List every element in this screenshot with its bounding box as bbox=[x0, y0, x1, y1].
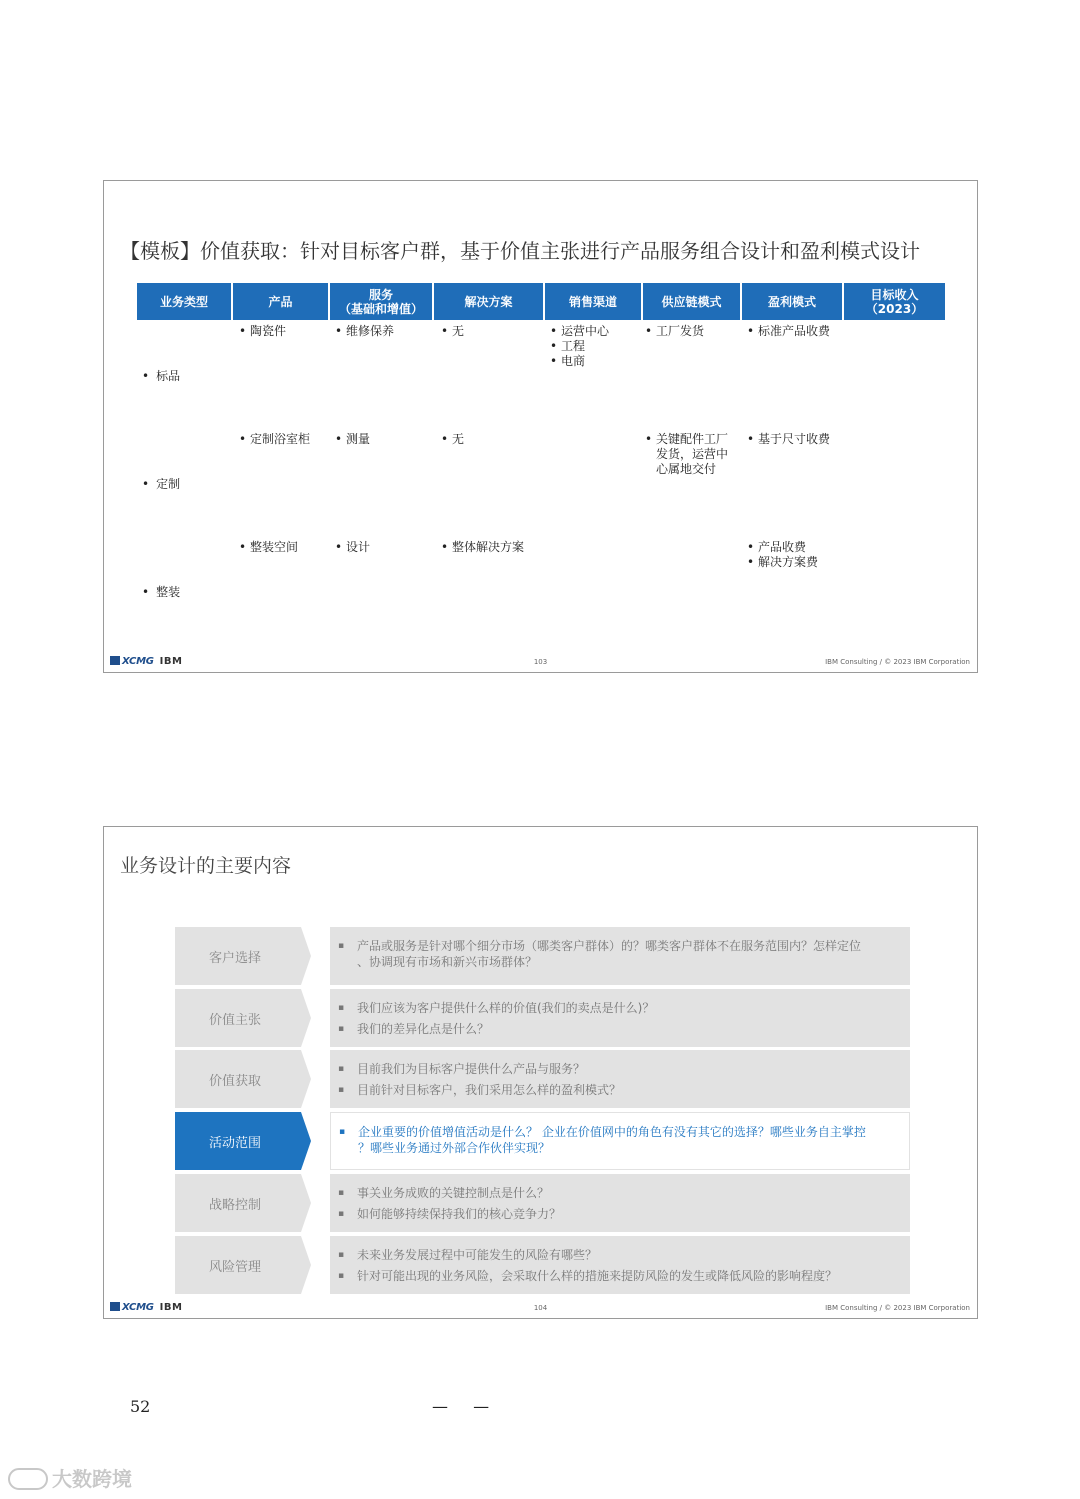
item-label-value-proposition: 价值主张 bbox=[175, 989, 301, 1047]
watermark-logo-icon bbox=[8, 1468, 48, 1490]
cell-service: • 设计 bbox=[333, 540, 370, 555]
header-business-type: 业务类型 bbox=[137, 283, 233, 320]
watermark: 大数跨境 bbox=[8, 1463, 132, 1492]
document-page-number: 52 bbox=[130, 1397, 151, 1416]
header-supply: 供应链模式 bbox=[643, 283, 742, 320]
cell-service: • 维修保养 bbox=[333, 324, 394, 339]
item-description: ▪ 未来业务发展过程中可能发生的风险有哪些？ ▪ 针对可能出现的业务风险，会采取什么样的措施来提防风险的发生或降低风险的影响程度？ bbox=[330, 1236, 910, 1294]
cell-product: • 定制浴室柜 bbox=[237, 432, 310, 447]
cell-solution: • 无 bbox=[439, 432, 464, 447]
cell-solution: • 无 bbox=[439, 324, 464, 339]
slide-page-number: 104 bbox=[533, 1304, 548, 1312]
xcmg-logo: XCMG IBM bbox=[110, 1302, 182, 1313]
slide-footer bbox=[104, 1302, 977, 1316]
cell-profit: • 标准产品收费 bbox=[745, 324, 830, 339]
cell-profit: • 产品收费 • 解决方案费 bbox=[745, 540, 818, 570]
xcmg-logo: XCMG IBM bbox=[110, 656, 182, 667]
table-header bbox=[137, 283, 945, 320]
header-target-revenue: 目标收入 （2023） bbox=[844, 283, 945, 320]
header-channel: 销售渠道 bbox=[545, 283, 643, 320]
slide-title: 【模板】价值获取：针对目标客户群，基于价值主张进行产品服务组合设计和盈利模式设计 bbox=[120, 239, 920, 263]
cell-supply: • 关键配件工厂发货，运营中心属地交付 bbox=[643, 432, 737, 477]
slide-page-number: 103 bbox=[533, 658, 548, 666]
page-dash: — — bbox=[432, 1397, 500, 1416]
copyright: IBM Consulting / © 2023 IBM Corporation bbox=[825, 658, 970, 666]
header-profit: 盈利模式 bbox=[742, 283, 844, 320]
item-description: ▪ 目前我们为目标客户提供什么产品与服务？ ▪ 目前针对目标客户，我们采用怎么样的盈利模式？ bbox=[330, 1050, 910, 1108]
cell-product: • 陶瓷件 bbox=[237, 324, 286, 339]
slide-title: 业务设计的主要内容 bbox=[120, 855, 292, 877]
header-service: 服务 （基础和增值） bbox=[330, 283, 434, 320]
row-type-label: • 标品 bbox=[142, 367, 180, 384]
cell-supply: • 工厂发货 bbox=[643, 324, 704, 339]
copyright: IBM Consulting / © 2023 IBM Corporation bbox=[825, 1304, 970, 1312]
item-label-activity-scope: 活动范围 bbox=[175, 1112, 301, 1170]
item-description-active: ▪ 企业重要的价值增值活动是什么？ 企业在价值网中的角色有没有其它的选择？哪些业务自主掌控 ？哪些业务通过外部合作伙伴实现？ bbox=[330, 1112, 910, 1170]
slide-value-capture bbox=[103, 180, 978, 673]
cell-product: • 整装空间 bbox=[237, 540, 298, 555]
item-label-value-capture: 价值获取 bbox=[175, 1050, 301, 1108]
cell-service: • 测量 bbox=[333, 432, 370, 447]
row-type-label: • 整装 bbox=[142, 583, 180, 600]
item-description: ▪ 我们应该为客户提供什么样的价值(我们的卖点是什么)？ ▪ 我们的差异化点是什么？ bbox=[330, 989, 910, 1047]
row-type-label: • 定制 bbox=[142, 475, 180, 492]
slide-business-design bbox=[103, 826, 978, 1319]
item-description: ▪ 事关业务成败的关键控制点是什么？ ▪ 如何能够持续保持我们的核心竞争力？ bbox=[330, 1174, 910, 1232]
header-solution: 解决方案 bbox=[434, 283, 545, 320]
cell-profit: • 基于尺寸收费 bbox=[745, 432, 830, 447]
cell-solution: • 整体解决方案 bbox=[439, 540, 524, 555]
item-label-strategic-control: 战略控制 bbox=[175, 1174, 301, 1232]
cell-channel: • 运营中心 • 工程 • 电商 bbox=[548, 324, 609, 369]
header-product: 产品 bbox=[233, 283, 330, 320]
slide-footer bbox=[104, 656, 977, 670]
item-label-customer-selection: 客户选择 bbox=[175, 927, 301, 985]
item-description: ▪ 产品或服务是针对哪个细分市场（哪类客户群体）的？哪类客户群体不在服务范围内？怎样定位 、协调现有市场和新兴市场群体？ bbox=[330, 927, 910, 985]
item-label-risk-management: 风险管理 bbox=[175, 1236, 301, 1294]
